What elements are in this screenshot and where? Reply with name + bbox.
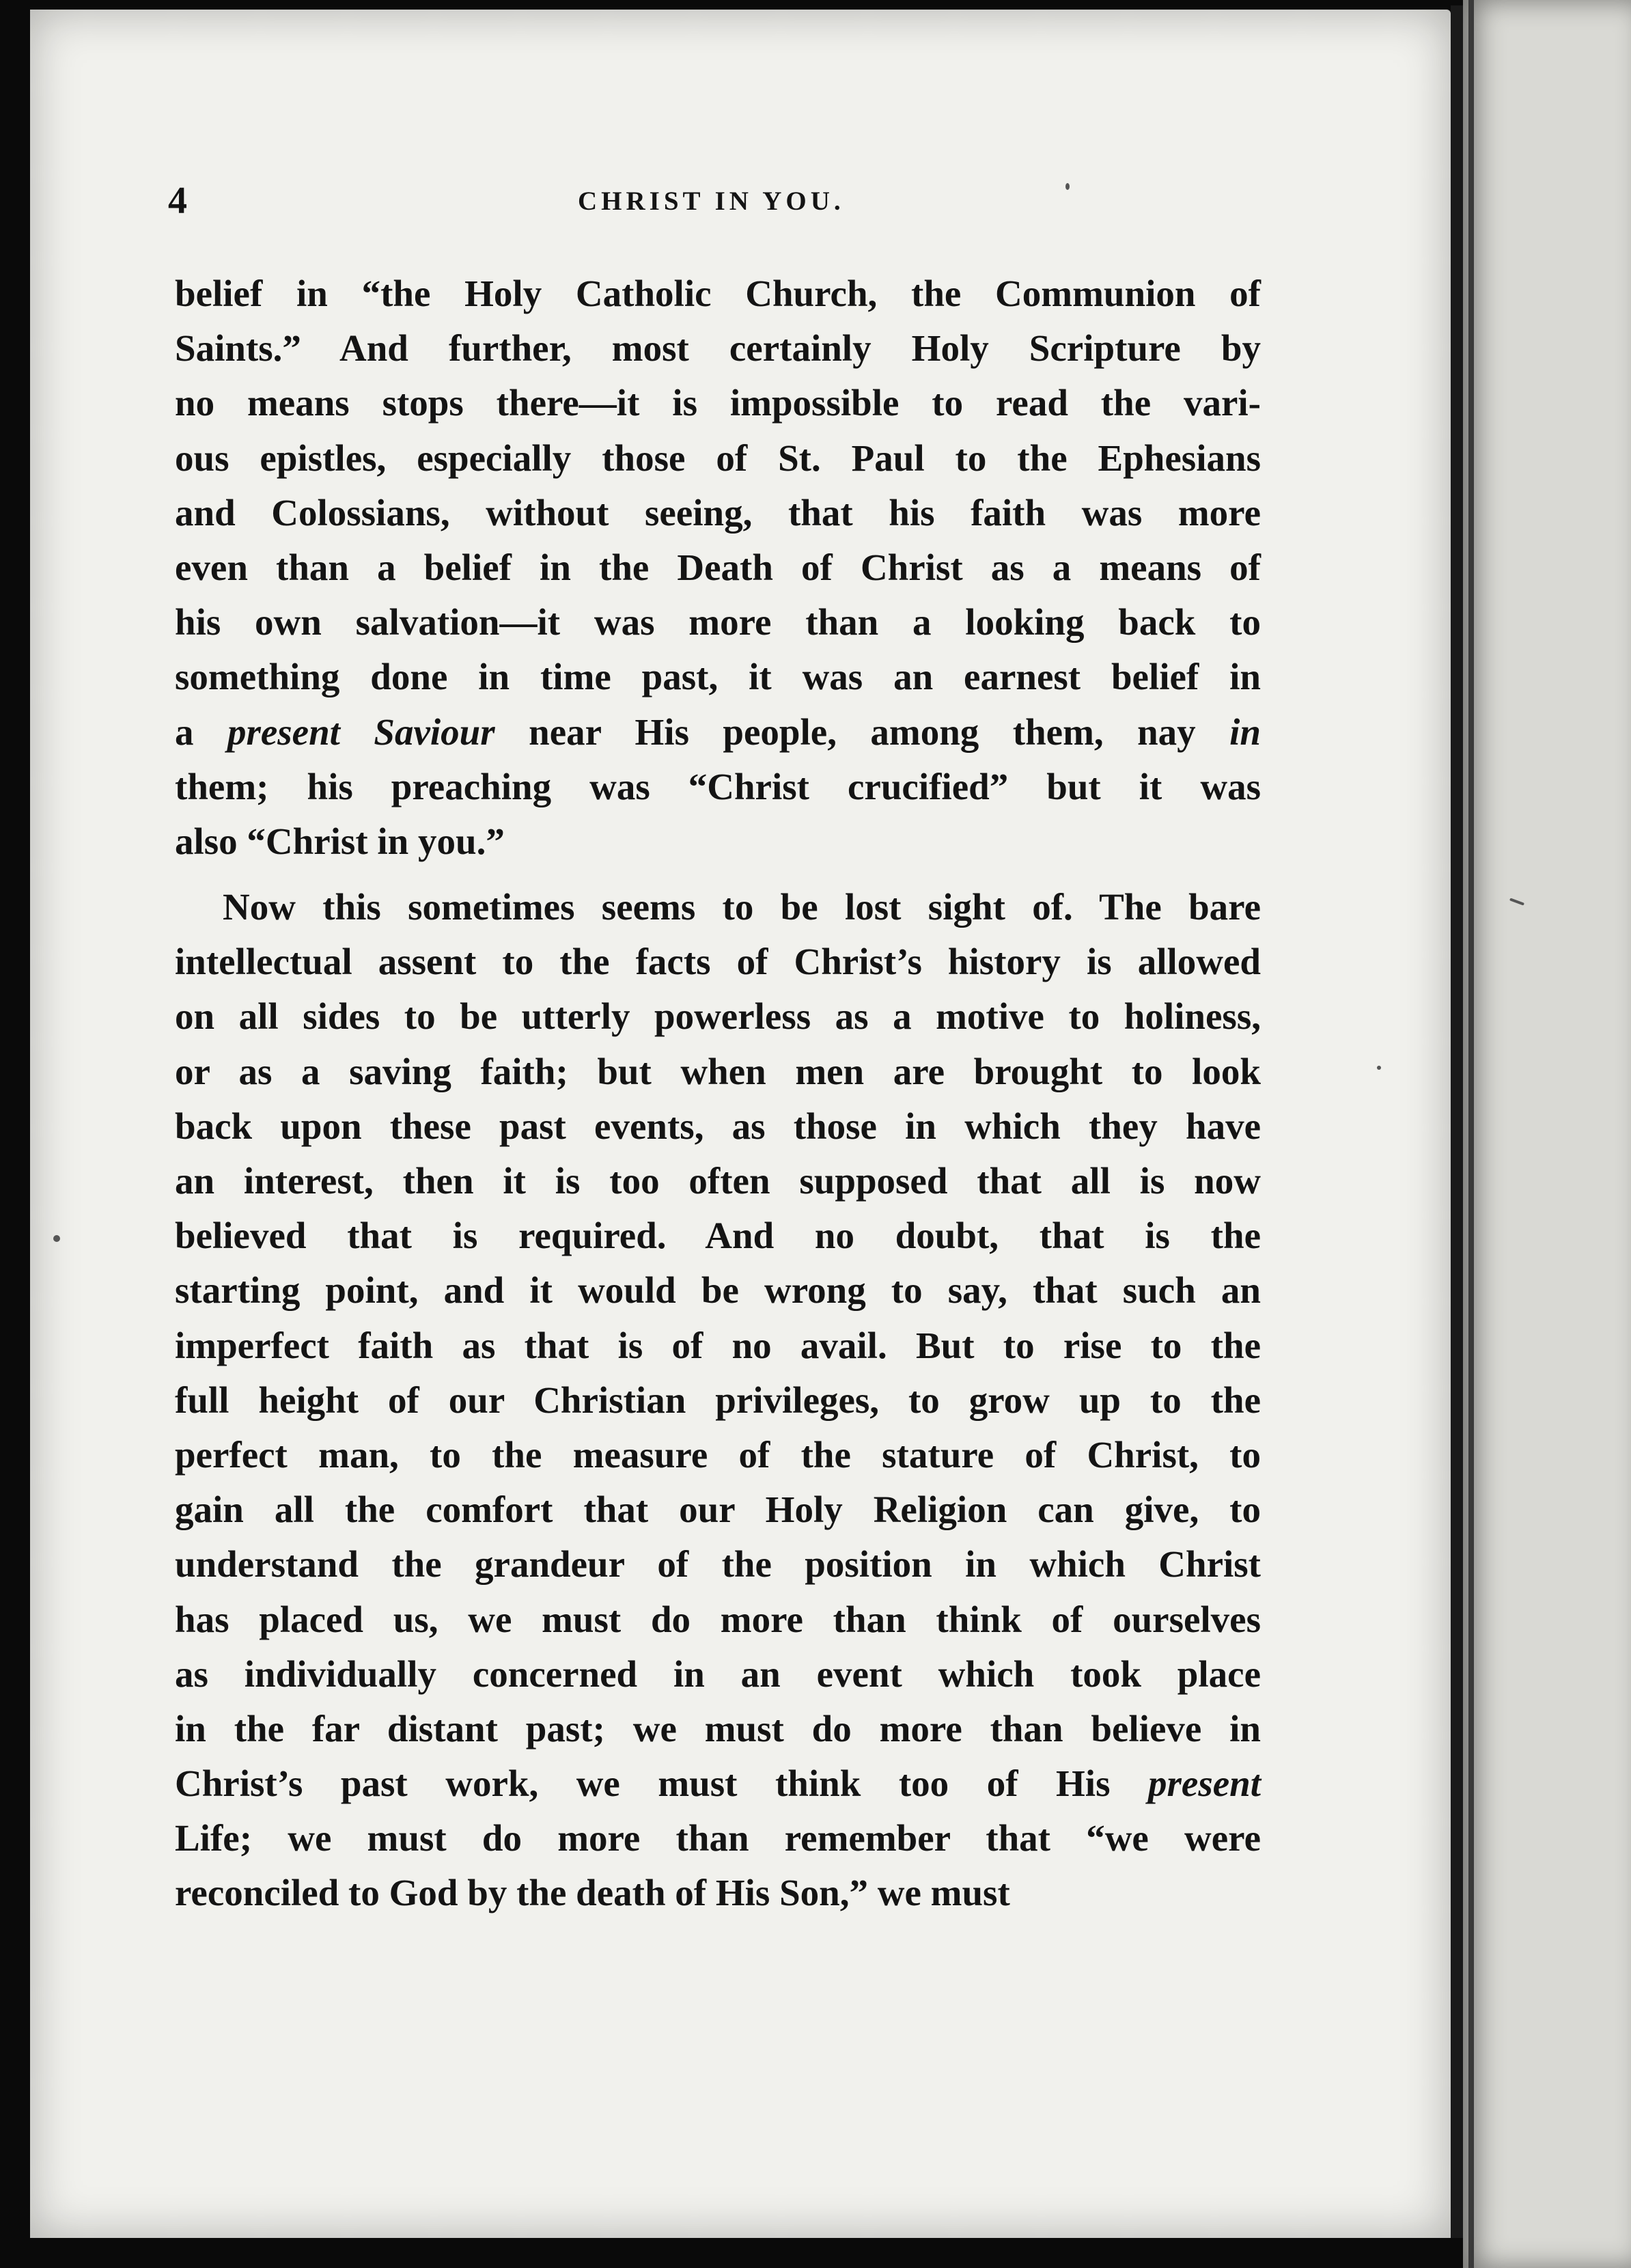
text-line: Life; we must do more than remember that “we were: [175, 1817, 1261, 1859]
text-run: a: [175, 710, 227, 753]
page-edge: [1451, 5, 1463, 2253]
text-line: his own salvation—it was more than a looking back to: [175, 601, 1261, 644]
text-line: and Colossians, without seeing, that his faith was more: [175, 491, 1261, 534]
page-number: 4: [168, 180, 187, 222]
adjacent-page-fold: [1468, 0, 1474, 2268]
italic-text: in: [1229, 710, 1261, 753]
text-line: reconciled to God by the death of His Son,” we must: [175, 1872, 1010, 1914]
text-run: Christ’s past work, we must think too of His: [175, 1762, 1148, 1805]
body-text: [175, 266, 1261, 1921]
text-line: ous epistles, especially those of St. Paul to the Ephesians: [175, 437, 1261, 479]
text-line: [175, 705, 1261, 760]
text-line: imperfect faith as that is of no avail. But to rise to the: [175, 1324, 1261, 1366]
scan-bottom-border: [0, 2238, 1463, 2268]
text-line: [175, 1756, 1261, 1811]
running-head: [168, 179, 1261, 234]
text-line: an interest, then it is too often supposed that all is now: [175, 1160, 1261, 1202]
text-line: gain all the comfort that our Holy Religion can give, to: [175, 1489, 1261, 1531]
paragraph-1: [175, 266, 1261, 869]
text-line: them; his preaching was “Christ crucified” but it was: [175, 765, 1261, 807]
text-line: in the far distant past; we must do more than believe in: [175, 1707, 1261, 1750]
italic-text: present: [1148, 1762, 1261, 1805]
text-line: belief in “the Holy Catholic Church, the Communion of: [175, 273, 1261, 314]
text-line: Now this sometimes seems to be lost sight of. The bare: [223, 886, 1261, 928]
running-title: CHRIST IN YOU.: [578, 186, 845, 216]
paragraph-gap: [175, 869, 1261, 880]
paragraph-2: [175, 880, 1261, 1921]
text-line: perfect man, to the measure of the stature of Christ, to: [175, 1433, 1261, 1476]
text-line: Saints.” And further, most certainly Holy Scripture by: [175, 327, 1261, 370]
adjacent-page-edge: [1463, 0, 1631, 2268]
italic-text: present Saviour: [227, 710, 495, 753]
text-line: has placed us, we must do more than think of ourselves: [175, 1598, 1261, 1640]
text-line: full height of our Christian privileges, to grow up to the: [175, 1379, 1261, 1421]
text-line: something done in time past, it was an earnest belief in: [175, 656, 1261, 698]
text-line: on all sides to be utterly powerless as a motive to holiness,: [175, 995, 1261, 1038]
text-line: even than a belief in the Death of Christ as a means of: [175, 546, 1261, 588]
text-run: near His people, among them, nay: [494, 710, 1230, 753]
text-line: intellectual assent to the facts of Christ’s history is allowed: [175, 941, 1261, 983]
text-line: starting point, and it would be wrong to say, that such an: [175, 1269, 1261, 1312]
text-line: or as a saving faith; but when men are brought to look: [175, 1050, 1261, 1092]
text-line: understand the grandeur of the position in which Christ: [175, 1543, 1261, 1586]
print-speck: [1377, 1066, 1381, 1070]
text-line: as individually concerned in an event which took place: [175, 1652, 1261, 1695]
text-line: back upon these past events, as those in which they have: [175, 1105, 1261, 1147]
text-line: no means stops there—it is impossible to read the vari-: [175, 382, 1261, 424]
print-speck: [1065, 183, 1070, 190]
print-speck: [53, 1235, 60, 1242]
text-line: also “Christ in you.”: [175, 820, 505, 862]
text-line: believed that is required. And no doubt, that is the: [175, 1215, 1261, 1257]
